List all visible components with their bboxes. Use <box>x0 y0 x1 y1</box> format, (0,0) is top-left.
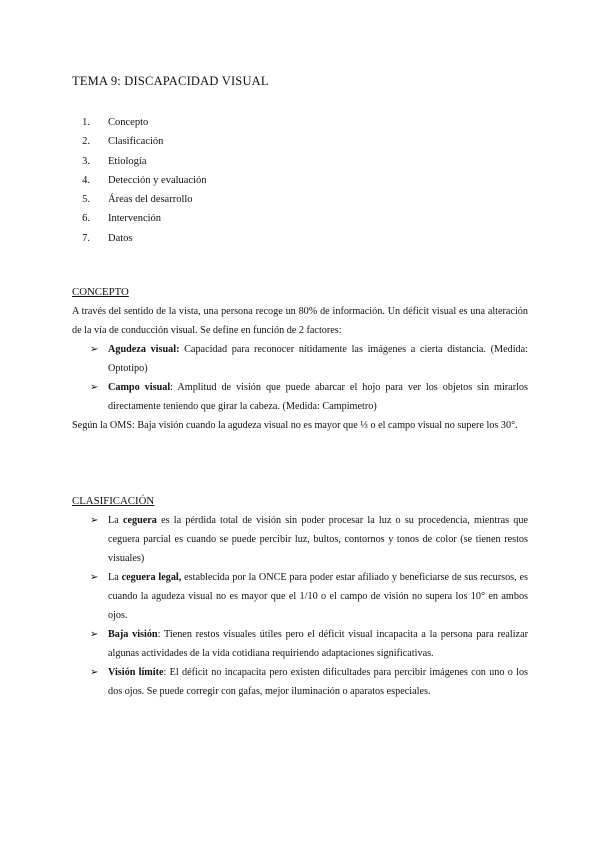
bullet-text: : Amplitud de visión que puede abarcar el hojo para ver los objetos sin mirarlos directamente teniendo que girar la cabeza. (Medida: Campímetro) <box>108 382 528 412</box>
bullet-item <box>72 568 528 625</box>
bullet-text: : Tienen restos visuales útiles pero el déficit visual incapacita a la persona para realizar algunas actividades de la vida cotidiana requiriendo adaptaciones significativas. <box>108 629 528 659</box>
toc-number: 1. <box>82 117 90 128</box>
bullet-text: establecida por la ONCE para poder estar afiliado y beneficiarse de sus recursos, es cuando la agudeza visual no es mayor que el 1/10 o el campo de visión no supera los 10° en ambos ojos. <box>108 572 528 621</box>
bullet-list <box>72 511 528 701</box>
toc-item <box>72 132 207 151</box>
toc-number: 7. <box>82 232 90 244</box>
toc-label: Clasificación <box>108 136 164 148</box>
toc-number: 2. <box>82 136 90 148</box>
page-title: TEMA 9: DISCAPACIDAD VISUAL <box>72 74 269 88</box>
bullet-item <box>72 625 528 663</box>
bullet-term: Baja visión <box>108 629 158 640</box>
bullet-list <box>72 340 528 416</box>
bullet-prefix: La <box>108 515 123 526</box>
toc-item <box>72 209 207 228</box>
table-of-contents <box>72 113 207 248</box>
arrow-bullet-icon: ➢ <box>90 382 99 393</box>
section-heading: CLASIFICACIÓN <box>72 495 155 507</box>
bullet-term: Visión límite <box>108 667 164 678</box>
section-clasificacion <box>72 492 528 701</box>
bullet-text: Capacidad para reconocer nítidamente las imágenes a cierta distancia. (Medida: Optotipo) <box>108 344 528 374</box>
toc-label: Concepto <box>108 117 149 128</box>
arrow-bullet-icon: ➢ <box>90 344 99 355</box>
toc-number: 3. <box>82 155 90 167</box>
toc-label: Datos <box>108 232 133 244</box>
paragraph-intro: A través del sentido de la vista, una persona recoge un 80% de información. Un déficit visual es una alteración de la vía de conducción visual. Se define en función de 2 factores: <box>72 306 528 336</box>
bullet-term: Campo visual <box>108 382 171 393</box>
arrow-bullet-icon: ➢ <box>90 629 99 640</box>
bullet-item <box>72 340 528 378</box>
bullet-item <box>72 663 528 701</box>
arrow-bullet-icon: ➢ <box>90 572 99 583</box>
toc-label: Detección y evaluación <box>108 174 207 186</box>
arrow-bullet-icon: ➢ <box>90 515 99 526</box>
section-heading: CONCEPTO <box>72 286 129 298</box>
section-concepto <box>72 283 528 435</box>
toc-item <box>72 171 207 190</box>
paragraph-oms: Según la OMS: Baja visión cuando la agudeza visual no es mayor que ⅓ o el campo visual no supere los 30°. <box>72 420 518 431</box>
toc-item <box>72 229 207 248</box>
toc-number: 6. <box>82 213 90 225</box>
bullet-term: Agudeza visual: <box>108 344 180 355</box>
toc-label: Etiología <box>108 155 147 167</box>
arrow-bullet-icon: ➢ <box>90 667 99 678</box>
bullet-prefix: La <box>108 572 122 583</box>
toc-number: 4. <box>82 174 90 186</box>
bullet-text: es la pérdida total de visión sin poder procesar la luz o su procedencia, mientras que ceguera parcial es cuando se puede percibir luz, bultos, contornos y tonos de color (se tienen restos visuales) <box>108 515 528 564</box>
toc-item <box>72 113 207 132</box>
toc-item <box>72 152 207 171</box>
bullet-text: : El déficit no incapacita pero existen dificultades para percibir imágenes con uno o los dos ojos. Se puede corregir con gafas, mejor iluminación o aparatos especiales. <box>108 667 528 697</box>
toc-number: 5. <box>82 194 90 206</box>
bullet-term: ceguera <box>122 515 157 526</box>
toc-label: Áreas del desarrollo <box>108 194 193 206</box>
toc-item <box>72 190 207 209</box>
bullet-item <box>72 378 528 416</box>
toc-label: Intervención <box>108 213 162 225</box>
bullet-term: ceguera legal, <box>121 572 182 583</box>
bullet-item <box>72 511 528 568</box>
